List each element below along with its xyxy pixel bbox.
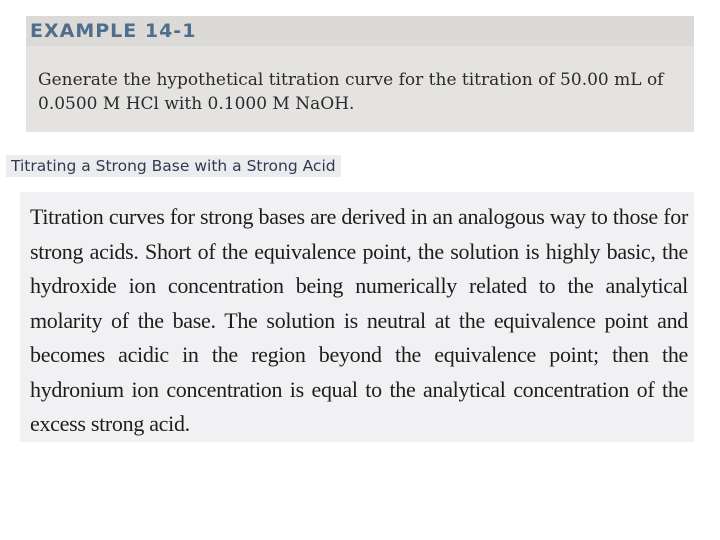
body-paragraph: Titration curves for strong bases are derived in an analogous way to those for strong acids. Short of the equivalence point, the solution is highly basic, the hydroxide ion concentration being numerically related to the analytical molarity of the base. The solution is neutral at the equivalence point and becomes acidic in the region beyond the equivalence point; then the hydronium ion concentration is equal to the analytical concentration of the excess strong acid. bbox=[30, 204, 688, 436]
body-box bbox=[20, 192, 694, 442]
example-text: Generate the hypothetical titration curve for the titration of 50.00 mL of 0.0500 M HCl with 0.1000 M NaOH. bbox=[38, 70, 664, 114]
example-box bbox=[26, 16, 694, 132]
example-title: EXAMPLE 14-1 bbox=[30, 20, 197, 42]
section-heading: Titrating a Strong Base with a Strong Acid bbox=[6, 155, 341, 177]
